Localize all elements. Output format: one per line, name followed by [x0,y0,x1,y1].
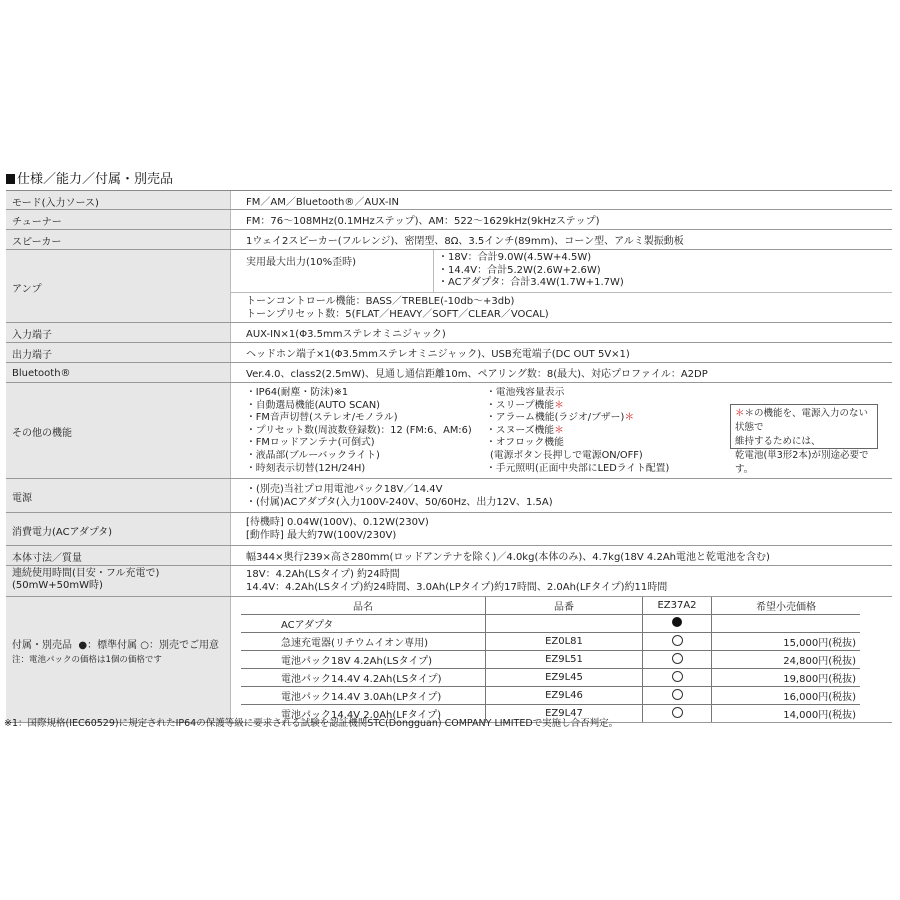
row-amp [6,250,892,323]
item-price: 16,000円(税抜) [712,687,861,705]
item-price: 15,000円(税抜) [712,633,861,651]
row-power [6,479,892,513]
label-runtime [6,566,231,596]
item-code: EZ9L46 [486,687,643,705]
label-accessories [6,597,231,722]
title-text: 仕様／能力／付属・別売品 [17,172,174,187]
feature-item: ・自動選局機能(AUTO SCAN) [246,399,380,411]
value-mode: FM／AM／Bluetooth®／AUX-IN [246,196,399,208]
value-consumption [231,513,892,545]
value-dimensions: 幅344×奥行239×高さ280mm(ロッドアンテナを除く)／4.0kg(本体のみ)、4.7kg(18V 4.2Ah電池と乾電池を含む) [246,552,770,563]
amp-max-output [231,250,892,293]
feature-item: ・IP64(耐塵・防沫)※1 [246,387,349,398]
note-line: 維持するためには、 [735,436,821,447]
item-code [486,615,643,633]
item-price: 19,800円(税抜) [712,669,861,687]
title-square-icon [6,174,15,184]
amp-tone-line: トーンコントロール機能：BASS／TREBLE(-10db〜+3db) [246,296,515,307]
item-mark [643,615,712,633]
item-code: EZ9L51 [486,651,643,669]
item-name: ACアダプタ [241,615,486,633]
feature-item: ・アラーム機能(ラジオ/ブザー)＊ [486,412,635,424]
feature-item: ・時刻表示切替(12H/24H) [246,462,366,474]
feature-item: ・スリープ機能＊ [486,399,564,411]
item-name: 電池パック14.4V 3.0Ah(LPタイプ) [241,687,486,705]
item-code: EZ0L81 [486,633,643,651]
item-mark [643,633,712,651]
value-input: AUX-IN×1(Φ3.5mmステレオミニジャック) [246,329,446,340]
empty-circle-icon [672,671,683,682]
feature-item: ・スヌーズ機能＊ [486,424,564,436]
feature-item: ・FM音声切替(ステレオ/モノラル) [246,412,398,424]
label-other: その他の機能 [6,383,231,478]
label-speaker: スピーカー [6,230,231,249]
feature-item: ・プリセット数(周波数登録数)：12 (FM:6、AM:6) [246,424,472,436]
empty-circle-icon [672,653,683,664]
item-code: EZ9L47 [486,705,643,723]
item-name: 電池パック18V 4.2Ah(LSタイプ) [241,651,486,669]
item-price: 14,000円(税抜) [712,705,861,723]
amp-max-values [434,250,624,292]
item-name: 電池パック14.4V 2.0Ah(LFタイプ) [241,705,486,723]
header-model: EZ37A2 [643,597,712,615]
footnote: ※1：国際規格(IEC60529)に規定されたIP64の保護等級に要求される試験を認証機関STC(Dongguan) COMPANY LIMITEDで実施し合否判定。 [4,718,619,729]
row-mode [6,191,892,210]
item-price: 24,800円(税抜) [712,651,861,669]
row-tuner [6,210,892,230]
feature-item: ・電池残容量表示 [486,387,565,398]
power-line: ・(付属)ACアダプタ(入力100V-240V、50/60Hz、出力12V、1.5A) [246,496,553,508]
empty-circle-icon [672,689,683,700]
value-output: ヘッドホン端子×1(Φ3.5mmステレオミニジャック)、USB充電端子(DC OUT 5V×1) [246,349,630,360]
consumption-line: [動作時] 最大約7W(100V/230V) [246,530,397,541]
label-tuner: チューナー [6,210,231,229]
empty-circle-icon [672,635,683,646]
note-line: 乾電池(単3形2本)が別途必要です。 [735,450,869,475]
accessories-table-wrap [231,597,892,722]
amp-max-label: 実用最大出力(10%歪時) [231,250,434,292]
value-power [231,479,892,512]
amp-tone [231,293,892,321]
item-price [712,615,861,633]
item-name: 急速充電器(リチウムイオン専用) [241,633,486,651]
other-col1 [246,387,486,478]
value-bluetooth: Ver.4.0、class2(2.5mW)、見通し通信距離10m、ペアリング数：8(最大)、対応プロファイル：A2DP [246,369,708,380]
note-line: ＊＊の機能を、電源入力のない状態で [735,408,869,433]
amp-content [231,250,892,322]
row-speaker [6,230,892,250]
feature-item: ・FMロッドアンテナ(可倒式) [246,437,375,449]
item-name: 電池パック14.4V 4.2Ah(LSタイプ) [241,669,486,687]
header-name: 品名 [241,597,486,615]
value-speaker: 1ウェイ2スピーカー(フルレンジ)、密閉型、8Ω、3.5インチ(89mm)、コーン型、アルミ製振動板 [246,236,684,247]
row-output [6,343,892,363]
table-row [241,687,860,705]
label-dimensions: 本体寸法／質量 [6,546,231,565]
item-mark [643,705,712,723]
row-input [6,323,892,343]
runtime-line: 18V：4.2Ah(LSタイプ) 約24時間 [246,569,400,580]
row-accessories [6,597,892,723]
accessories-table [241,597,860,722]
amp-max-value: ・18V：合計9.0W(4.5W+4.5W) [438,252,592,263]
value-runtime [231,566,892,596]
table-row [241,669,860,687]
feature-item: ・液晶部(ブルーバックライト) [246,449,380,461]
feature-item: (電源ボタン長押しで電源ON/OFF) [490,449,643,461]
other-col2 [486,387,716,478]
item-mark [643,651,712,669]
accessories-label-line [12,639,226,653]
filled-circle-icon [672,617,682,627]
accessories-note: 注：電池パックの価格は1個の価格です [12,655,162,665]
accessories-label: 付属・別売品 [12,640,72,651]
amp-tone-line: トーンプリセット数：5(FLAT／HEAVY／SOFT／CLEAR／VOCAL) [246,309,549,320]
table-row [241,651,860,669]
consumption-line: [待機時] 0.04W(100V)、0.12W(230V) [246,517,429,528]
label-output: 出力端子 [6,343,231,362]
table-header-row [241,597,860,615]
label-mode: モード(入力ソース) [6,191,231,209]
amp-max-value: ・ACアダプタ：合計3.4W(1.7W+1.7W) [438,277,624,288]
power-line: ・(別売)当社プロ用電池パック18V／14.4V [246,483,443,495]
empty-circle-icon [672,707,683,718]
section-title [6,168,173,187]
header-code: 品番 [486,597,643,615]
row-consumption [6,513,892,546]
row-bluetooth [6,363,892,383]
label-consumption: 消費電力(ACアダプタ) [6,513,231,545]
row-runtime [6,566,892,597]
accessories-legend: ●：標準付属 ○：別売でご用意 [78,640,219,651]
row-dimensions [6,546,892,566]
value-tuner: FM：76〜108MHz(0.1MHzステップ)、AM：522〜1629kHz(9kHzステップ) [246,216,600,227]
feature-item: ・オフロック機能 [486,437,564,449]
label-power: 電源 [6,479,231,512]
item-mark [643,687,712,705]
item-code: EZ9L45 [486,669,643,687]
feature-item: ・手元照明(正面中央部にLEDライト配置) [486,462,670,474]
runtime-label-line: (50mW+50mW時) [12,580,103,591]
table-row [241,633,860,651]
amp-max-value: ・14.4V：合計5.2W(2.6W+2.6W) [438,264,601,276]
runtime-line: 14.4V：4.2Ah(LSタイプ)約24時間、3.0Ah(LPタイプ)約17時間、2.0Ah(LFタイプ)約11時間 [246,582,668,593]
table-row [241,615,860,633]
label-bluetooth: Bluetooth® [6,363,231,382]
battery-note-box [730,404,878,475]
label-input: 入力端子 [6,323,231,342]
label-amp: アンプ [6,250,231,322]
runtime-label-line: 連続使用時間(目安・フル充電で) [12,568,160,579]
header-price: 希望小売価格 [712,597,861,615]
item-mark [643,669,712,687]
